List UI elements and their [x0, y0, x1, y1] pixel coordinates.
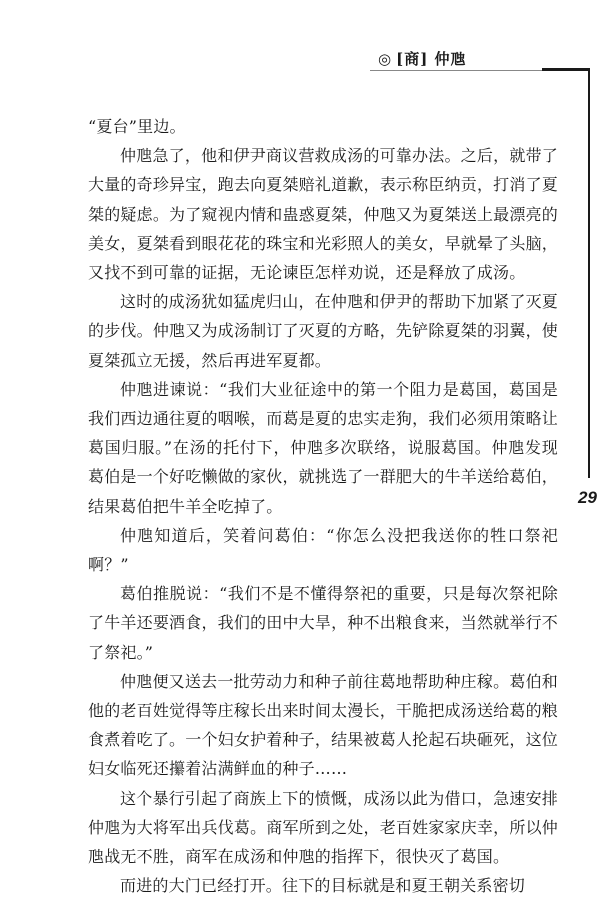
header-mark-icon: ◎ [378, 50, 393, 68]
page-number: 29 [578, 488, 597, 507]
header-title: [商] 仲虺 [396, 50, 467, 68]
side-rule [588, 68, 590, 478]
header-rule-thick [542, 68, 590, 71]
paragraph: 仲虺知道后，笑着问葛伯：“你怎么没把我送你的牲口祭祀啊？” [88, 525, 558, 575]
header-rule [370, 70, 542, 71]
running-header [378, 48, 467, 69]
paragraph: 而进的大门已经打开。往下的目标就是和夏王朝关系密切 [120, 876, 526, 896]
body-text [88, 112, 558, 900]
paragraph: 这个暴行引起了商族上下的愤慨，成汤以此为借口，急速安排仲虺为大将军出兵伐葛。商军所到之处，老百姓家家庆幸，所以仲虺战无不胜，商军在成汤和仲虺的指挥下，很快灭了葛国。 [88, 788, 558, 867]
paragraph: 葛伯推脱说：“我们不是不懂得祭祀的重要，只是每次祭祀除了牛羊还要酒食，我们的田中大旱，种不出粮食来，当然就举行不了祭祀。” [88, 584, 558, 662]
paragraph: 仲虺便又送去一批劳动力和种子前往葛地帮助种庄稼。葛伯和他的老百姓觉得等庄稼长出来时间太漫长，干脆把成汤送给葛的粮食煮着吃了。一个妇女护着种子，结果被葛人抡起石块砸死，这位妇女临死还攥着沾满鲜血的种子…… [88, 671, 558, 779]
paragraph: “夏台”里边。 [88, 117, 186, 136]
paragraph: 仲虺急了，他和伊尹商议营救成汤的可靠办法。之后，就带了大量的奇珍异宝，跑去向夏桀赔礼道歉，表示称臣纳贡，打消了夏桀的疑虑。为了窥视内情和蛊惑夏桀，仲虺又为夏桀送上最漂亮的美女，夏桀看到眼花花的珠宝和光彩照人的美女，早就晕了头脑，又找不到可靠的证据，无论谏臣怎样劝说，还是释放了成汤。 [88, 146, 558, 283]
paragraph: 仲虺进谏说：“我们大业征途中的第一个阻力是葛国，葛国是我们西边通往夏的咽喉，而葛是夏的忠实走狗，我们必须用策略让葛国归服。”在汤的托付下，仲虺多次联络，说服葛国。仲虺发现葛伯是一个好吃懒做的家伙，就挑选了一群肥大的牛羊送给葛伯，结果葛伯把牛羊全吃掉了。 [88, 379, 558, 516]
paragraph: 这时的成汤犹如猛虎归山，在仲虺和伊尹的帮助下加紧了灭夏的步伐。仲虺又为成汤制订了灭夏的方略，先铲除夏桀的羽翼，使夏桀孤立无援，然后再进军夏都。 [88, 292, 558, 370]
